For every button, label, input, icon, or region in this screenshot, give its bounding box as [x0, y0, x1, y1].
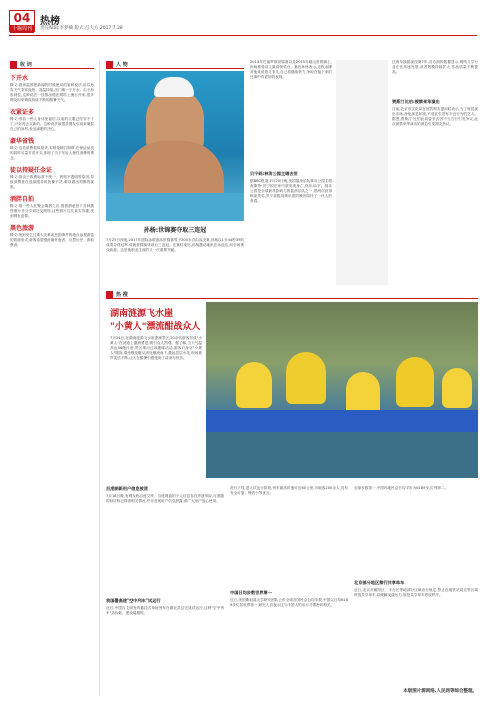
far-right-block — [392, 60, 478, 285]
bike-ban-body: 近日,北京市朝阳区、丰台区等地部分区域出台规定,禁止在地铁站周边等区域停放共享单车,以缓解交通压力,规范共享单车停放秩序。 — [354, 588, 478, 597]
bottom-col-1 — [106, 486, 224, 681]
entry-body: 释义:指一些人在聚会喝酒之后,借着酒意拍下各种搞怪照片并分享到社交网络,这些照片往往真实有趣,受到网友追捧。 — [10, 204, 94, 218]
entry-body: 释义:形容一些人身体发福后,以前的衣服已经穿不下了,只好再去买新的。这种说法被很多网友引用来调侃自己的身材,表达减肥的决心。 — [10, 117, 94, 131]
bike-ban-headline: 北京部分地区禁行共享单车 — [354, 580, 405, 585]
bottom-col-3 — [354, 486, 478, 681]
people-body: 7月25日深夜,2017年国际泳联游泳世锦赛男子200米自由泳决赛,孙杨以1分44秒39的成绩夺得冠军,成就世锦赛该项目三连冠。比赛结束后,孙杨激动地趴在泳池边,向全场观众致意。这是他职业生涯的又一次重要突破。 — [106, 238, 244, 252]
paper-name: 十堰周刊 — [11, 26, 32, 32]
swimmer-photo — [106, 71, 244, 221]
left-section-head: 收 词 — [10, 60, 94, 69]
hot-headline-l1: 湖南涟源飞水崖 — [110, 309, 174, 319]
entry-body: 释义:指到发生过重大灾难或悲剧事件的地点参观游览的旅游形式,游客希望借此缅怀逝者、反思历史、汲取教训。 — [10, 233, 94, 247]
section-title: 热榜 — [40, 16, 60, 27]
steps-body: 近日,美国斯坦福大学研究团队公布全球各国民众日均步数,中国以日均6189步位居世界第一,研究人员表示这与中国人的出行习惯密切相关。 — [230, 598, 348, 607]
entry-keyword: 黑色旅游 — [10, 225, 35, 232]
concert-photo — [336, 60, 388, 285]
people-caption: 孙杨:世锦赛夺取三连冠 — [143, 227, 207, 234]
entry-keyword: 下开水 — [10, 75, 29, 82]
people-block — [106, 60, 244, 285]
editor-line: 责任编辑:李梦楠 版式:吕大方 2017.7.28 — [40, 26, 123, 31]
footer-note: 本版图片源网络,人民网等综合整理。 — [403, 689, 477, 694]
top-right-headline: 贝宁码:林肯公园主唱去世 — [250, 171, 298, 176]
top-right-body: 2013年巴塞罗那世锦赛以及2015年喀山世锦赛上,孙杨都曾站上最高领奖台。赛后孙杨表示,这枚金牌对他来说意义非凡,自己将继续努力,争取在接下来的比赛中有更好的表现。 — [250, 60, 332, 79]
hot-search-block — [106, 290, 478, 480]
bottom-col2-body1: 进行下线,进入试运行阶段,列车最高时速可达60公里,可载客200余人,具有安全可靠、噪音小等优点。 — [230, 486, 348, 495]
entry-keyword: 酒胖自拍 — [10, 196, 35, 203]
page-header — [0, 0, 486, 36]
header-rule — [9, 35, 477, 36]
minion-rafting-photo — [206, 302, 478, 478]
entry-body: 释义:指高温预报新闻的时候使用的某种说法,用以形容天气非常炎热、高温持续,出门像一下开水。由于形容到位,这种说法一经推出便在网络上流行开来,很多网友用来调侃持续不断的酷暑天气。 — [10, 83, 94, 102]
far-right-headline: 贾斯汀比伯:被禁来华演出 — [392, 99, 440, 104]
left-column-rule — [99, 60, 100, 696]
entry-body: 释义:指由于收费标准不统一、规则不透明等原因,导致消费者在选择服务时犹豫不决,难以做出判断的现象。 — [10, 175, 94, 189]
far-right-body2: 日前,北京市文化局在回答网友提问时表示,为了规范演出市场,净化演艺环境,不适宜引进有不良行为的艺人。据悉,贾斯汀·比伯此前曾多次因不当言行引发争议,此次被禁来华演出的消息引发网友热议。 — [392, 107, 478, 126]
people-head: 人 物 — [106, 60, 244, 69]
entry-body: 释义:这类消费看似豪华,实则是精打细算,在保证品质的同时尽量节省开支,体现了当下年轻人理性消费的观念。 — [10, 146, 94, 160]
left-entries — [10, 73, 94, 248]
entry-keyword: 衣紧证多 — [10, 109, 35, 116]
top-right-block — [250, 60, 332, 285]
baidu-body: 7月18日晚,有网友称百度文库、百度网盘的个人信息存在外泄风险,百度随即回应称已排查相关情况,并未发现用户信息泄露,请广大用户放心使用。 — [106, 494, 224, 503]
hot-body: 7月24日,在湖南涟源飞水崖漂流景区,20余名游客扮成"小黄人"在河道上激流勇进,吸引众人围观。据了解,当天气温高达36摄氏度,景区推出这项趣味活动,游客们身穿"小黄人"服饰,乘坐橡皮艇从高处顺流而下,激起层层水花,现场欢声笑语不断,让人在酷暑中感受到了清凉与快乐。 — [110, 336, 202, 360]
entry-keyword: 豪华省钱 — [10, 138, 35, 145]
baidu-headline: 百度刷新用户信息被泄 — [106, 486, 148, 491]
far-right-body: 过两年换届续任第7年,各方面的数据显示,网络文学行业正在高速发展,读者规模持续扩大,作品质量不断提高。 — [392, 60, 478, 74]
steps-headline: 中国日均步数世界第一 — [230, 590, 272, 595]
page-number: 04 — [13, 11, 31, 25]
bottom-col3-body1: 全球步数第一,中国内地民众日均平步为6189步,位列第二。 — [354, 486, 449, 490]
top-right-body2: 据BBC报道,7月20日晚,美国摇滚乐队林肯公园主唱查斯特·贝宁顿在家中被发现身亡,终年41岁。林肯公园是全球最具影响力的摇滚乐队之一,曾两次获得格莱美奖,贝宁顿极具辨识度的嗓音陪伴了一代人的青春。 — [250, 179, 332, 203]
hot-search-head: 热 搜 — [106, 290, 478, 299]
bottom-col-2 — [230, 486, 348, 681]
hot-headline-l2: "小黄人"漂流酣战众人 — [110, 322, 201, 332]
entry-keyword: 徒以持疑任金证 — [10, 167, 53, 174]
left-column — [10, 60, 94, 696]
page-number-box — [9, 10, 35, 32]
monorail-body: 近日,中国自主研发的悬挂式单轨列车在湖北武汉完成试运行,这种"空中列车"造价低、建设周期短。 — [106, 606, 224, 615]
monorail-headline: 我国暑高速"空中列车"试运行 — [106, 598, 161, 603]
